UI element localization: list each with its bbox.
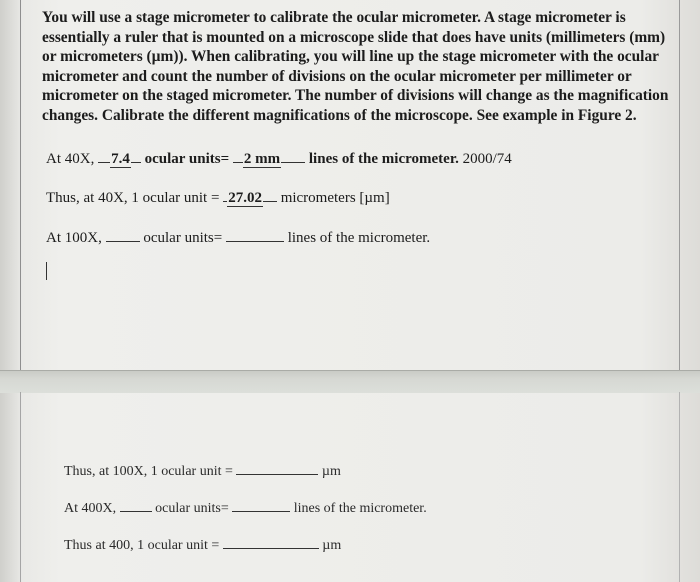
ocular-units-40x-value[interactable]: 7.4 <box>111 151 130 167</box>
paragraph-line: changes. Calibrate the different magnifications of the microscope. See example in Figure 2. <box>42 106 637 124</box>
row-suffix: lines of the micrometer. <box>287 230 431 246</box>
row-100x-ocular-units <box>46 230 430 247</box>
mm-value-40x[interactable]: 2 mm <box>243 151 281 167</box>
instructions-paragraph <box>42 8 672 126</box>
micrometers-100x-blank[interactable] <box>236 473 318 475</box>
row-40x-conversion <box>46 190 390 207</box>
blank-line <box>131 161 141 163</box>
row-prefix: Thus, at 40X, 1 ocular unit = <box>46 190 220 206</box>
ocular-units-100x-blank[interactable] <box>106 240 140 242</box>
row-suffix: lines of the micrometer. <box>293 501 427 516</box>
row-40x-ocular-units <box>46 151 512 168</box>
paragraph-line: micrometer and count the number of divisions on the ocular micrometer per millimeter or <box>42 67 632 85</box>
row-prefix: At 400X, <box>64 501 117 516</box>
micrometer-lines-100x-blank[interactable] <box>226 240 284 242</box>
blank-line <box>281 161 305 163</box>
row-label: ocular units= <box>144 151 230 167</box>
blank-line <box>98 161 110 163</box>
row-suffix: lines of the micrometer. <box>308 151 459 167</box>
unit-label: µm <box>322 538 342 553</box>
row-suffix: micrometers [µm] <box>280 190 390 206</box>
row-100x-conversion <box>64 464 341 480</box>
row-prefix: Thus at 400, 1 ocular unit = <box>64 538 220 553</box>
micrometer-lines-400x-blank[interactable] <box>232 510 290 512</box>
blank-line <box>263 200 277 202</box>
micrometers-400x-blank[interactable] <box>223 547 319 549</box>
unit-label: µm <box>321 464 341 479</box>
page-divider <box>0 370 700 393</box>
micrometers-40x-value[interactable]: 27.02 <box>228 190 262 206</box>
paragraph-line: You will use a stage micrometer to calibrate the ocular micrometer. A stage micrometer is <box>42 9 626 26</box>
row-400x-ocular-units <box>64 501 427 517</box>
calculation-note: 2000/74 <box>462 151 512 167</box>
ocular-units-400x-blank[interactable] <box>120 510 152 512</box>
row-prefix: Thus, at 100X, 1 ocular unit = <box>64 464 233 479</box>
text-cursor <box>46 262 47 280</box>
paragraph-line: or micrometers (µm)). When calibrating, you will line up the stage micrometer with the ocular <box>42 48 659 66</box>
row-prefix: At 40X, <box>46 151 95 167</box>
paragraph-line: essentially a ruler that is mounted on a microscope slide that does have units (millimeters (mm) <box>42 28 666 46</box>
paragraph-line: micrometer on the staged micrometer. The number of divisions will change as the magnification <box>42 87 669 105</box>
blank-line <box>233 161 243 163</box>
row-400x-conversion <box>64 538 341 554</box>
row-label: ocular units= <box>143 230 223 246</box>
row-label: ocular units= <box>155 501 229 516</box>
row-prefix: At 100X, <box>46 230 102 246</box>
